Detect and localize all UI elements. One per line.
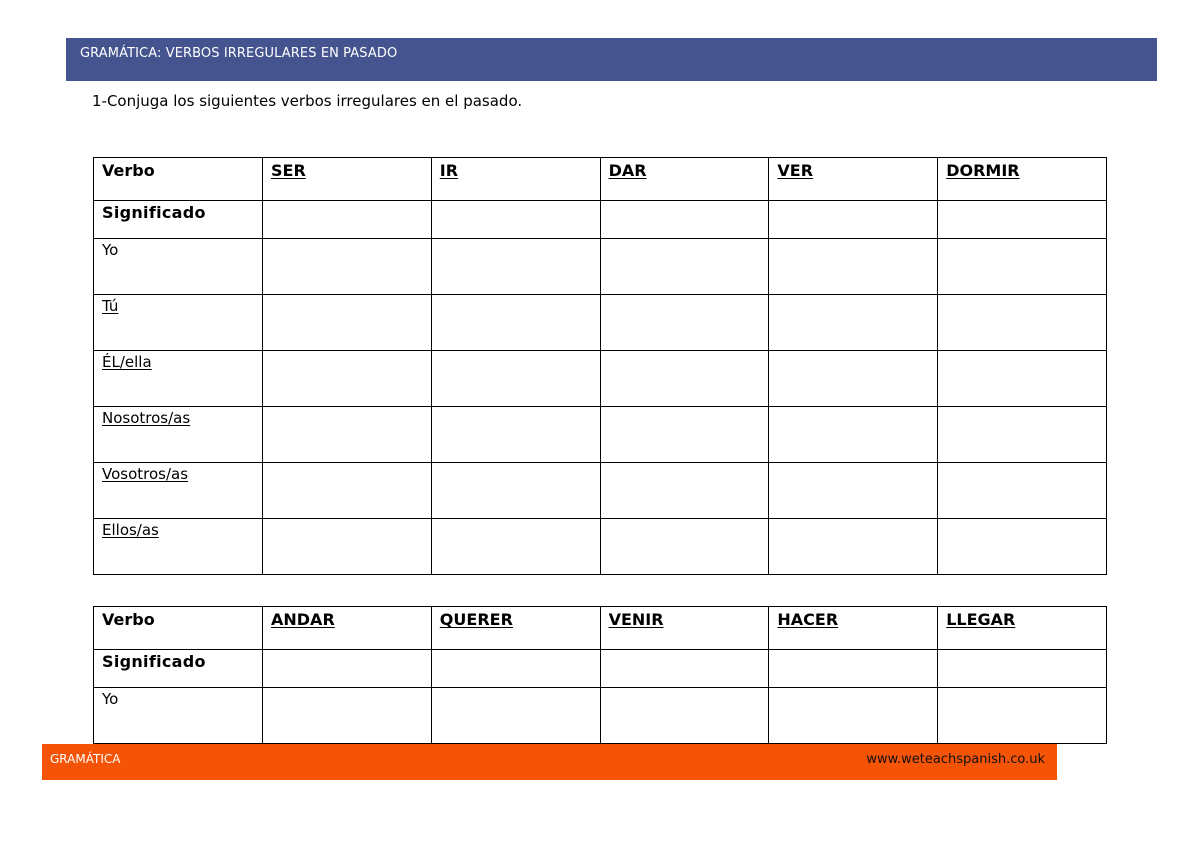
person-row-yo: [94, 239, 1107, 295]
verb-andar: ANDAR: [263, 607, 432, 650]
person-row-yo: [94, 688, 1107, 744]
person-label: Tú: [94, 295, 263, 351]
person-row-tu: [94, 295, 1107, 351]
person-label: ÉL/ella: [94, 351, 263, 407]
verb-header-label: Verbo: [94, 607, 263, 650]
verb-dormir: DORMIR: [938, 158, 1107, 201]
verb-llegar: LLEGAR: [938, 607, 1107, 650]
answer-cell[interactable]: [263, 519, 432, 575]
header-bar: [66, 38, 1157, 81]
verb-hacer: HACER: [769, 607, 938, 650]
answer-cell[interactable]: [938, 650, 1107, 688]
footer-bar: [42, 744, 1057, 780]
page-title: GRAMÁTICA: VERBOS IRREGULARES EN PASADO: [80, 46, 398, 61]
answer-cell[interactable]: [431, 351, 600, 407]
answer-cell[interactable]: [431, 407, 600, 463]
person-label: Ellos/as: [94, 519, 263, 575]
person-row-ellos: [94, 519, 1107, 575]
answer-cell[interactable]: [431, 519, 600, 575]
answer-cell[interactable]: [769, 688, 938, 744]
answer-cell[interactable]: [769, 407, 938, 463]
person-row-vosotros: [94, 463, 1107, 519]
answer-cell[interactable]: [263, 650, 432, 688]
table-header-row: [94, 158, 1107, 201]
person-label: Nosotros/as: [94, 407, 263, 463]
answer-cell[interactable]: [600, 295, 769, 351]
answer-cell[interactable]: [769, 463, 938, 519]
verb-table-1: [93, 157, 1107, 575]
verb-header-label: Verbo: [94, 158, 263, 201]
verb-ver: VER: [769, 158, 938, 201]
answer-cell[interactable]: [263, 463, 432, 519]
answer-cell[interactable]: [769, 650, 938, 688]
answer-cell[interactable]: [263, 201, 432, 239]
table-header-row: [94, 607, 1107, 650]
verb-dar: DAR: [600, 158, 769, 201]
person-row-nosotros: [94, 407, 1107, 463]
answer-cell[interactable]: [600, 201, 769, 239]
answer-cell[interactable]: [263, 239, 432, 295]
verb-ir: IR: [431, 158, 600, 201]
answer-cell[interactable]: [431, 239, 600, 295]
answer-cell[interactable]: [600, 239, 769, 295]
answer-cell[interactable]: [769, 239, 938, 295]
answer-cell[interactable]: [769, 519, 938, 575]
answer-cell[interactable]: [938, 201, 1107, 239]
answer-cell[interactable]: [263, 407, 432, 463]
person-row-el-ella: [94, 351, 1107, 407]
answer-cell[interactable]: [769, 201, 938, 239]
answer-cell[interactable]: [600, 351, 769, 407]
answer-cell[interactable]: [431, 201, 600, 239]
verb-ser: SER: [263, 158, 432, 201]
meaning-row: [94, 201, 1107, 239]
answer-cell[interactable]: [431, 650, 600, 688]
person-label: Vosotros/as: [94, 463, 263, 519]
answer-cell[interactable]: [431, 688, 600, 744]
answer-cell[interactable]: [769, 351, 938, 407]
instruction-text: 1-Conjuga los siguientes verbos irregulares en el pasado.: [92, 92, 523, 110]
answer-cell[interactable]: [938, 239, 1107, 295]
answer-cell[interactable]: [600, 407, 769, 463]
verb-venir: VENIR: [600, 607, 769, 650]
footer-label: GRAMÁTICA: [50, 752, 121, 766]
answer-cell[interactable]: [263, 351, 432, 407]
answer-cell[interactable]: [431, 295, 600, 351]
answer-cell[interactable]: [938, 351, 1107, 407]
website-link[interactable]: www.weteachspanish.co.uk: [866, 752, 1045, 767]
answer-cell[interactable]: [263, 688, 432, 744]
answer-cell[interactable]: [263, 295, 432, 351]
answer-cell[interactable]: [600, 463, 769, 519]
verb-table-2: [93, 606, 1107, 744]
answer-cell[interactable]: [938, 463, 1107, 519]
meaning-row: [94, 650, 1107, 688]
answer-cell[interactable]: [938, 688, 1107, 744]
answer-cell[interactable]: [600, 650, 769, 688]
answer-cell[interactable]: [938, 519, 1107, 575]
verb-querer: QUERER: [431, 607, 600, 650]
person-label: Yo: [94, 239, 263, 295]
meaning-label: Significado: [94, 201, 263, 239]
answer-cell[interactable]: [938, 295, 1107, 351]
answer-cell[interactable]: [938, 407, 1107, 463]
answer-cell[interactable]: [769, 295, 938, 351]
meaning-label: Significado: [94, 650, 263, 688]
answer-cell[interactable]: [600, 519, 769, 575]
answer-cell[interactable]: [600, 688, 769, 744]
answer-cell[interactable]: [431, 463, 600, 519]
person-label: Yo: [94, 688, 263, 744]
